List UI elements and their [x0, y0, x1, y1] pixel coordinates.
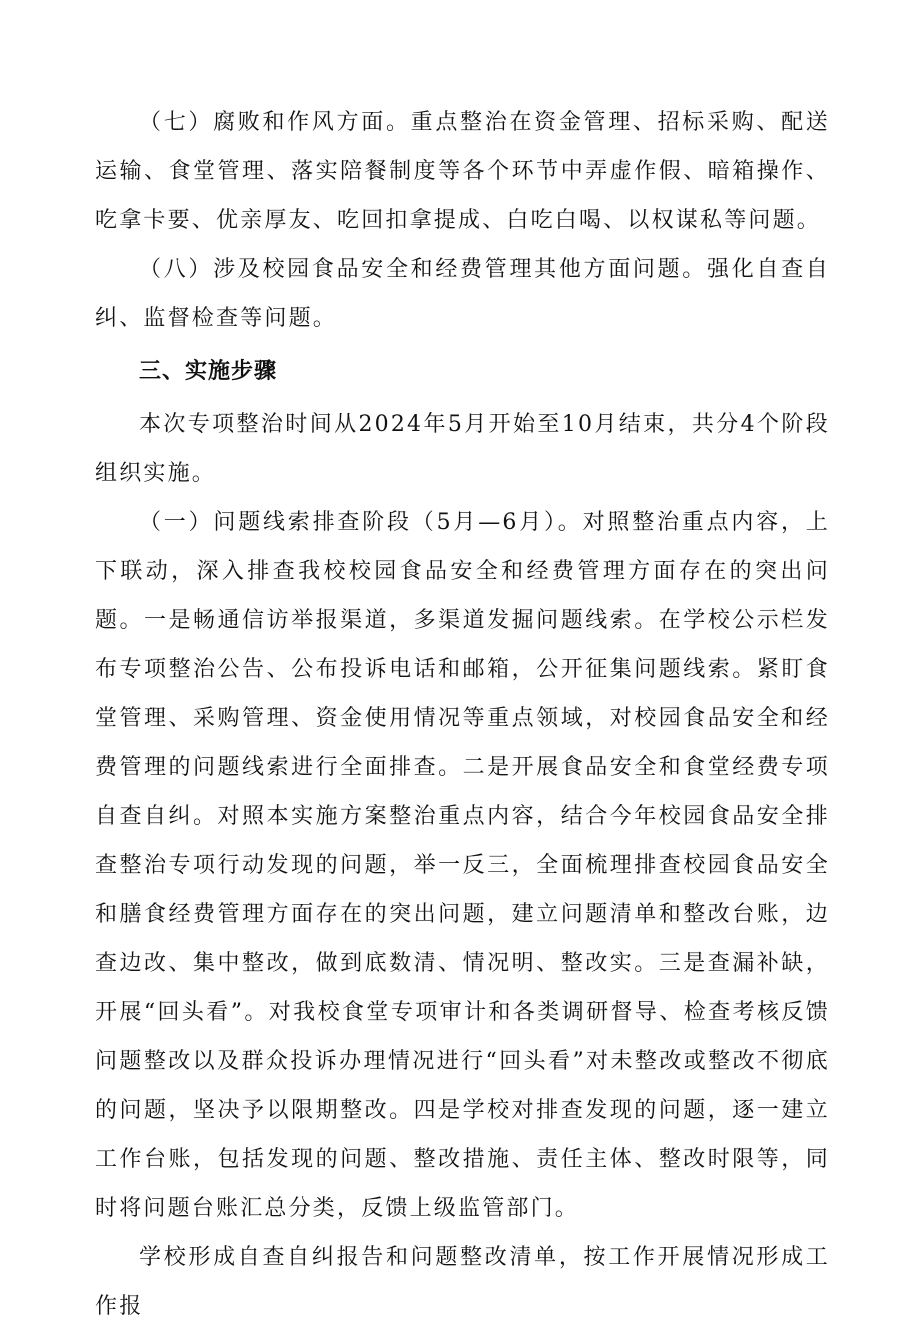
paragraph-stage-one: （一）问题线索排查阶段（5月—6月）。对照整治重点内容，上下联动，深入排查我校校园食品安全和经费管理方面存在的突出问题。一是畅通信访举报渠道，多渠道发掘问题线索。在学校公示栏发布专项整治公告、公布投诉电话和邮箱，公开征集问题线索。紧盯食堂管理、采购管理、资金使用情况等重点领域，对校园食品安全和经费管理的问题线索进行全面排查。二是开展食品安全和食堂经费专项自查自纠。对照本实施方案整治重点内容，结合今年校园食品安全排查整治专项行动发现的问题，举一反三，全面梳理排查校园食品安全和膳食经费管理方面存在的突出问题，建立问题清单和整改台账，边查边改、集中整改，做到底数清、情况明、整改实。三是查漏补缺，开展“回头看”。对我校食堂专项审计和各类调研督导、检查考核反馈问题整改以及群众投诉办理情况进行“回头看”对未整改或整改不彻底的问题，坚决予以限期整改。四是学校对排查发现的问题，逐一建立工作台账，包括发现的问题、整改措施、责任主体、整改时限等，同时将问题台账汇总分类，反馈上级监管部门。	[95, 510, 830, 1221]
paragraph-corruption-style: （七）腐败和作风方面。重点整治在资金管理、招标采购、配送运输、食堂管理、落实陪餐制度等各个环节中弄虚作假、暗箱操作、吃拿卡要、优亲厚友、吃回扣拿提成、白吃白喝、以权谋私等问题。	[95, 110, 830, 233]
section-heading: 三、实施步骤	[139, 359, 278, 384]
paragraph-other-issues: （八）涉及校园食品安全和经费管理其他方面问题。强化自查自纠、监督检查等问题。	[95, 257, 830, 331]
paragraph-intro: 本次专项整治时间从2024年5月开始至10月结束，共分4个阶段组织实施。	[95, 412, 830, 486]
paragraph-report: 学校形成自查自纠报告和问题整改清单，按工作开展情况形成工作报	[95, 1245, 830, 1319]
